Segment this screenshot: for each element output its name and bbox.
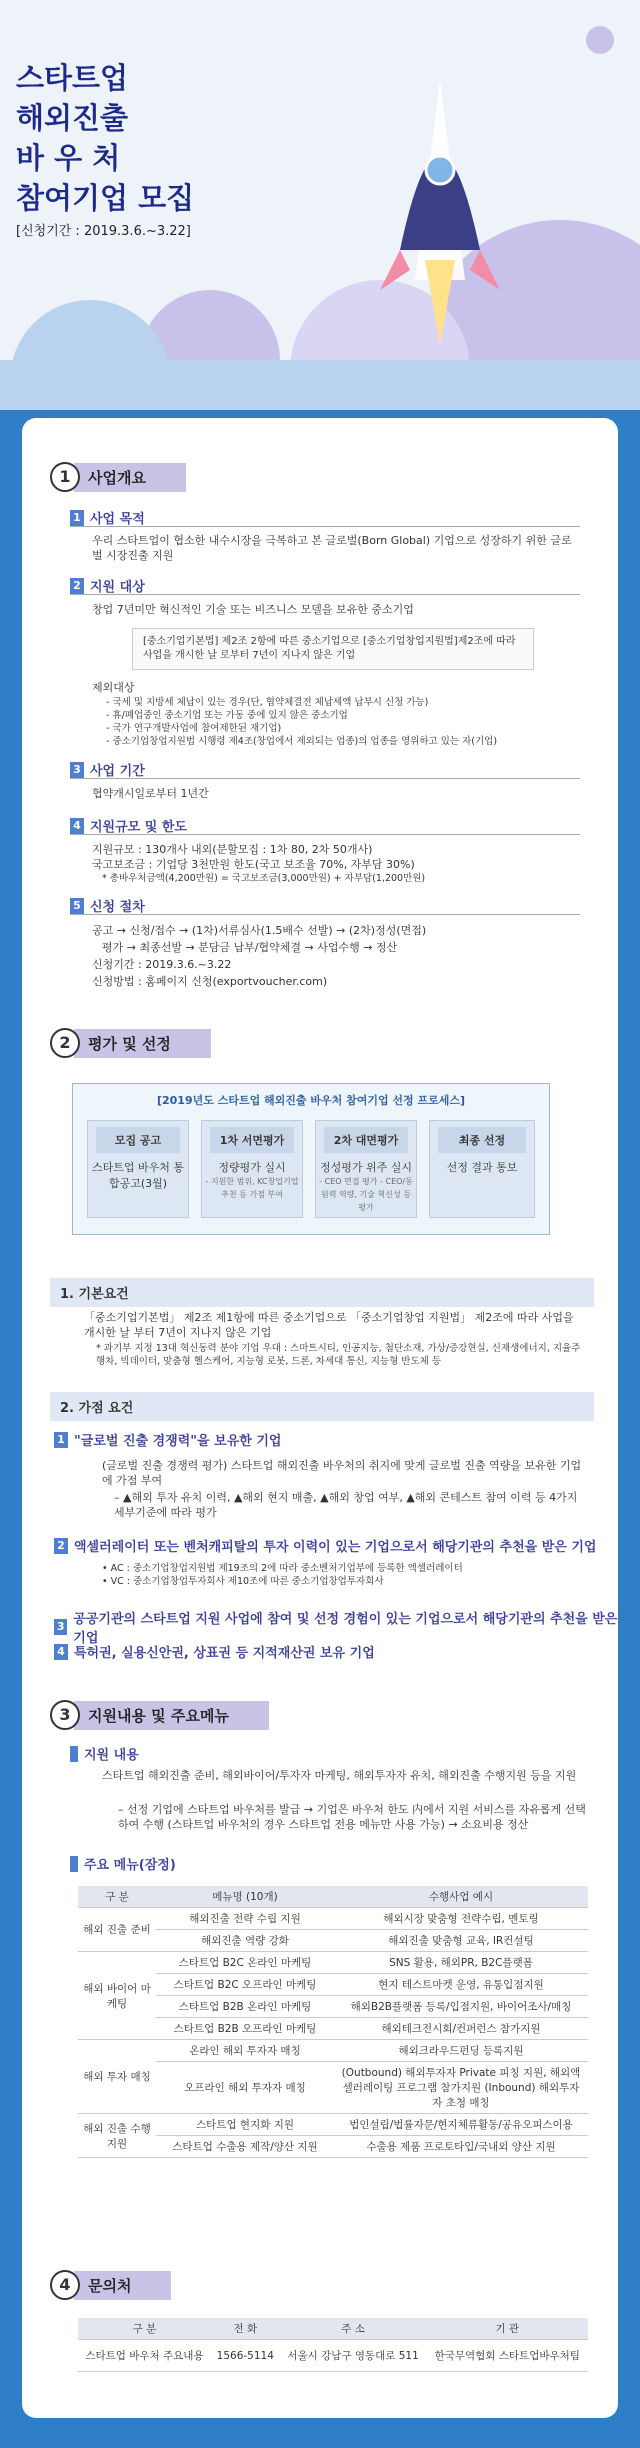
table-row <box>78 1908 588 1930</box>
step-note: - CEO 면접 평가 - CEO/동원력 역량, 기술 혁신성 등 평가 <box>319 1177 413 1212</box>
extra-points-bar: 2. 가점 요건 <box>50 1392 594 1421</box>
contact-address: 서울시 강남구 영동대로 511 <box>280 2340 427 2372</box>
procedure-item: 공고 → 신청/접수 → (1차)서류심사(1.5배수 선발) → (2차)정성(면접) <box>92 924 427 937</box>
selection-process <box>72 1083 550 1235</box>
process-step <box>201 1120 303 1218</box>
process-title: [2019년도 스타트업 해외진출 바우처 참여기업 선정 프로세스] <box>156 1094 466 1107</box>
subsection-number: 2 <box>70 578 84 594</box>
menu-cell: 스타트업 B2C 온라인 마케팅 <box>156 1952 334 1974</box>
extra-2-header <box>54 1536 596 1555</box>
extra-1-detail: – ▲해외 투자 유치 이력, ▲해외 현지 매출, ▲해외 창업 여부, ▲해외 콘테스트 참여 이력 등 4가지 세부기준에 따라 평가 <box>114 1491 578 1519</box>
subsection-title: 지원규모 및 한도 <box>90 820 187 835</box>
scale-item: * 총바우처금액(4,200만원) = 국고보조금(3,000만원) + 자부담(1,200만원) <box>102 873 426 884</box>
subsection-title: 주요 메뉴(잠정) <box>84 1858 176 1873</box>
subsection-title: 사업 기간 <box>90 764 145 779</box>
title-line: 바 우 처 <box>16 141 121 175</box>
example-cell: (Outbound) 해외투자자 Private 피칭 지원, 해외액셀러레이팅 프로그램 참가지원 (Inbound) 해외투자자 초청 매칭 <box>334 2062 588 2114</box>
exclusion-item: - 국가 연구개발사업에 참여제한된 재기업) <box>106 723 282 734</box>
example-cell: 해외B2B플랫폼 등록/입점지원, 바이어조사/매칭 <box>334 1996 588 2018</box>
page-title <box>16 58 194 218</box>
category-cell: 해외 투자 매칭 <box>78 2040 156 2114</box>
menu-cell: 스타트업 수출용 제작/양산 지원 <box>156 2136 334 2158</box>
example-cell: 해외테크전시회/컨퍼런스 참가지원 <box>334 2018 588 2040</box>
process-step <box>429 1120 535 1218</box>
category-cell: 해외 진출 준비 <box>78 1908 156 1952</box>
scale-item: 지원규모 : 130개사 내외(분할모집 : 1차 80, 2차 50개사) <box>92 843 373 856</box>
subsection-title: 공공기관의 스타트업 지원 사업에 참여 및 선정 경험이 있는 기업으로서 해당기관의 추천을 받은 기업 <box>73 1612 618 1646</box>
step-body: 선정 결과 통보 <box>446 1161 518 1174</box>
step-body: 정량평가 실시 <box>218 1161 286 1174</box>
column-header: 구 분 <box>78 2318 211 2340</box>
example-cell: 해외크라우드펀딩 등록지원 <box>334 2040 588 2062</box>
contact-table <box>78 2318 588 2372</box>
section-number: 4 <box>50 2270 80 2300</box>
subsection-marker <box>70 1746 78 1762</box>
subsection-title: 특허권, 실용신안권, 상표권 등 지적재산권 보유 기업 <box>74 1646 375 1661</box>
table-row <box>78 2114 588 2136</box>
section-2-header <box>50 1028 211 1058</box>
section-1-header <box>50 462 186 492</box>
section-title: 평가 및 선정 <box>74 1029 211 1058</box>
table-row <box>78 2040 588 2062</box>
contact-organization: 한국무역협회 스타트업바우처팀 <box>427 2340 589 2372</box>
subsection-number: 2 <box>54 1538 68 1554</box>
section-3-header <box>50 1700 269 1730</box>
title-line: 해외진출 <box>16 101 129 135</box>
subsection-title: 지원 내용 <box>84 1748 139 1763</box>
procedure-list <box>92 922 592 990</box>
target-text: 창업 7년미만 혁신적인 기술 또는 비즈니스 모델을 보유한 중소기업 <box>92 603 414 616</box>
basic-requirements-text: 「중소기업기본법」 제2조 제1항에 따른 중소기업으로 「중소기업창업 지원법」 제2조에 따라 사업을 개시한 날 부터 7년이 지나지 않은 기업 <box>84 1311 574 1339</box>
application-period: [신청기간 : 2019.3.6.~3.22] <box>16 224 191 239</box>
table-header-row <box>78 1886 588 1908</box>
subsection-number: 4 <box>70 818 84 834</box>
target-note: [중소기업기본법] 제2조 2항에 따른 중소기업으로 [중소기업창업지원법]제2조에 따라 사업을 개시한 날 로부터 7년이 지나지 않은 기업 <box>132 628 534 670</box>
table-row <box>78 2340 588 2372</box>
subsection-title: 사업 목적 <box>90 512 145 527</box>
subsection-title: "글로벌 진출 경쟁력"을 보유한 기업 <box>74 1434 282 1449</box>
extra-1-header <box>54 1430 281 1449</box>
example-cell: SNS 활용, 해외PR, B2C플랫폼 <box>334 1952 588 1974</box>
subsection-title: 지원 대상 <box>90 580 145 595</box>
example-cell: 수출용 제품 프로토타입/국내외 양산 지원 <box>334 2136 588 2158</box>
subsection-number: 4 <box>54 1644 68 1660</box>
subsection-number: 1 <box>54 1432 68 1448</box>
step-title: 2차 대면평가 <box>324 1127 408 1153</box>
example-cell: 법인설립/법률자문/현지체류활동/공유오피스이용 <box>334 2114 588 2136</box>
scale-list <box>92 842 592 885</box>
category-cell: 해외 바이어 마케팅 <box>78 1952 156 2040</box>
column-header: 기 관 <box>427 2318 589 2340</box>
section-number: 2 <box>50 1028 80 1058</box>
category-cell: 해외 진출 수행 지원 <box>78 2114 156 2158</box>
content-card <box>22 418 618 2418</box>
subsection-procedure <box>70 896 145 915</box>
extra-2-note: • AC : 중소기업창업지원법 제19조의 2에 따라 중소벤처기업부에 등록한 액셀러레이터 <box>102 1563 463 1574</box>
purpose-text: 우리 스타트업이 협소한 내수시장을 극복하고 본 글로벌(Born Global) 기업으로 성장하기 위한 글로벌 시장진출 지원 <box>92 534 572 562</box>
support-content-header <box>70 1744 139 1763</box>
column-header: 주 소 <box>280 2318 427 2340</box>
extra-2-note: • VC : 중소기업창업투자회사 제10조에 따른 중소기업창업투자회사 <box>102 1576 384 1587</box>
title-line: 스타트업 <box>16 61 129 95</box>
step-body: 스타트업 바우처 통합공고(3월) <box>91 1161 184 1190</box>
procedure-item: 신청방법 : 홈페이지 신청(exportvoucher.com) <box>92 975 328 988</box>
extra-2-notes <box>102 1562 582 1588</box>
process-step <box>315 1120 417 1218</box>
menu-table <box>78 1886 588 2158</box>
subsection-title: 신청 절차 <box>90 900 145 915</box>
extra-4-header <box>54 1642 375 1661</box>
column-header: 구 분 <box>78 1886 156 1908</box>
subsection-marker <box>70 1856 78 1872</box>
section-number: 3 <box>50 1700 80 1730</box>
exclusion-item: - 중소기업창업지원법 시행령 제4조(창업에서 제외되는 업종)의 업종을 영위하고 있는 자(기업) <box>106 736 498 747</box>
subsection-target <box>70 576 145 595</box>
exclusion-item: - 국세 및 지방세 체납이 있는 경우(단, 협약체결전 체납세액 납부시 신청 가능) <box>106 697 429 708</box>
step-title: 모집 공고 <box>96 1127 180 1153</box>
contact-category: 스타트업 바우처 주요내용 <box>78 2340 211 2372</box>
hero-banner <box>0 0 640 410</box>
menu-cell: 온라인 해외 투자자 매칭 <box>156 2040 334 2062</box>
menu-cell: 스타트업 B2B 오프라인 마케팅 <box>156 2018 334 2040</box>
menu-cell: 해외진출 역량 강화 <box>156 1930 334 1952</box>
step-title: 1차 서면평가 <box>210 1127 294 1153</box>
table-row <box>78 1952 588 1974</box>
menu-cell: 스타트업 B2C 오프라인 마케팅 <box>156 1974 334 1996</box>
menu-cell: 해외진출 전략 수립 지원 <box>156 1908 334 1930</box>
basic-requirements-note: * 과기부 지정 13대 혁신동력 분야 기업 우대 : 스마트시티, 인공지능, 첨단소재, 가상/증강현실, 신재생에너지, 지율주행차, 빅데이터, 맞춤형 헬스케어, 지능형 로봇, 드론, 차세대 통신, 지능형 반도체 등 <box>96 1343 581 1367</box>
section-title: 사업개요 <box>74 463 186 492</box>
main-menu-header <box>70 1854 176 1873</box>
subsection-purpose <box>70 508 145 527</box>
menu-cell: 스타트업 현지화 지원 <box>156 2114 334 2136</box>
subsection-number: 3 <box>54 1619 67 1635</box>
example-cell: 현지 테스트마켓 운영, 유통입점지원 <box>334 1974 588 1996</box>
title-line: 참여기업 모집 <box>16 181 195 215</box>
section-title: 지원내용 및 주요메뉴 <box>74 1701 269 1730</box>
procedure-item: 평가 → 최종선발 → 분담금 납부/협약체결 → 사업수행 → 정산 <box>102 941 398 954</box>
example-cell: 해외진출 맞춤형 교육, IR컨설팅 <box>334 1930 588 1952</box>
section-4-header <box>50 2270 171 2300</box>
support-content-text: 스타트업 해외진출 준비, 해외바이어/투자자 마케팅, 해외투자자 유치, 해외진출 수행지원 등을 지원 <box>102 1769 577 1782</box>
extra-1-text: (글로벌 진출 경쟁력 평가) 스타트업 해외진출 바우처의 취지에 맞게 글로벌 진출 역량을 보유한 기업에 가점 부여 <box>102 1459 582 1487</box>
subsection-number: 5 <box>70 898 84 914</box>
support-content-detail: – 선정 기업에 스타트업 바우처를 발급 → 기업은 바우처 한도 内에서 지원 서비스를 자유롭게 선택하여 수행 (스타트업 바우처의 경우 스타트업 전용 메뉴만 사용 가능) → 소요비용 정산 <box>118 1803 586 1831</box>
step-note: - 지원한 범위, KC창업기업 추천 등 가점 부여 <box>205 1177 299 1199</box>
table-header-row <box>78 2318 588 2340</box>
step-title: 최종 선정 <box>438 1127 526 1153</box>
subsection-period <box>70 760 145 779</box>
section-number: 1 <box>50 462 80 492</box>
process-step <box>87 1120 189 1218</box>
column-header: 전 화 <box>211 2318 280 2340</box>
exclusion-list <box>106 696 606 748</box>
column-header: 수행사업 예시 <box>334 1886 588 1908</box>
subsection-number: 3 <box>70 762 84 778</box>
column-header: 메뉴명 (10개) <box>156 1886 334 1908</box>
contact-phone: 1566-5114 <box>211 2340 280 2372</box>
period-text: 협약개시일로부터 1년간 <box>92 787 209 800</box>
menu-cell: 오프라인 해외 투자자 매칭 <box>156 2062 334 2114</box>
subsection-number: 1 <box>70 510 84 526</box>
example-cell: 해외시장 맞춤형 전략수립, 멘토링 <box>334 1908 588 1930</box>
section-title: 문의처 <box>74 2271 171 2300</box>
scale-item: 국고보조금 : 기업당 3천만원 한도(국고 보조율 70%, 자부담 30%) <box>92 858 415 871</box>
subsection-scale <box>70 816 187 835</box>
menu-cell: 스타트업 B2B 온라인 마케팅 <box>156 1996 334 2018</box>
exclusion-item: - 휴/폐업중인 중소기업 또는 가동 중에 있지 않은 중소기업 <box>106 710 348 721</box>
subsection-title: 액셀러레이터 또는 벤처캐피탈의 투자 이력이 있는 기업으로서 해당기관의 추천을 받은 기업 <box>74 1540 597 1555</box>
extra-3-header <box>54 1608 618 1646</box>
basic-requirements-bar: 1. 기본요건 <box>50 1278 594 1307</box>
exclusion-head: 제외대상 <box>92 681 135 694</box>
step-body: 정성평가 위주 실시 <box>319 1161 412 1174</box>
procedure-item: 신청기간 : 2019.3.6.~3.22 <box>92 958 232 971</box>
